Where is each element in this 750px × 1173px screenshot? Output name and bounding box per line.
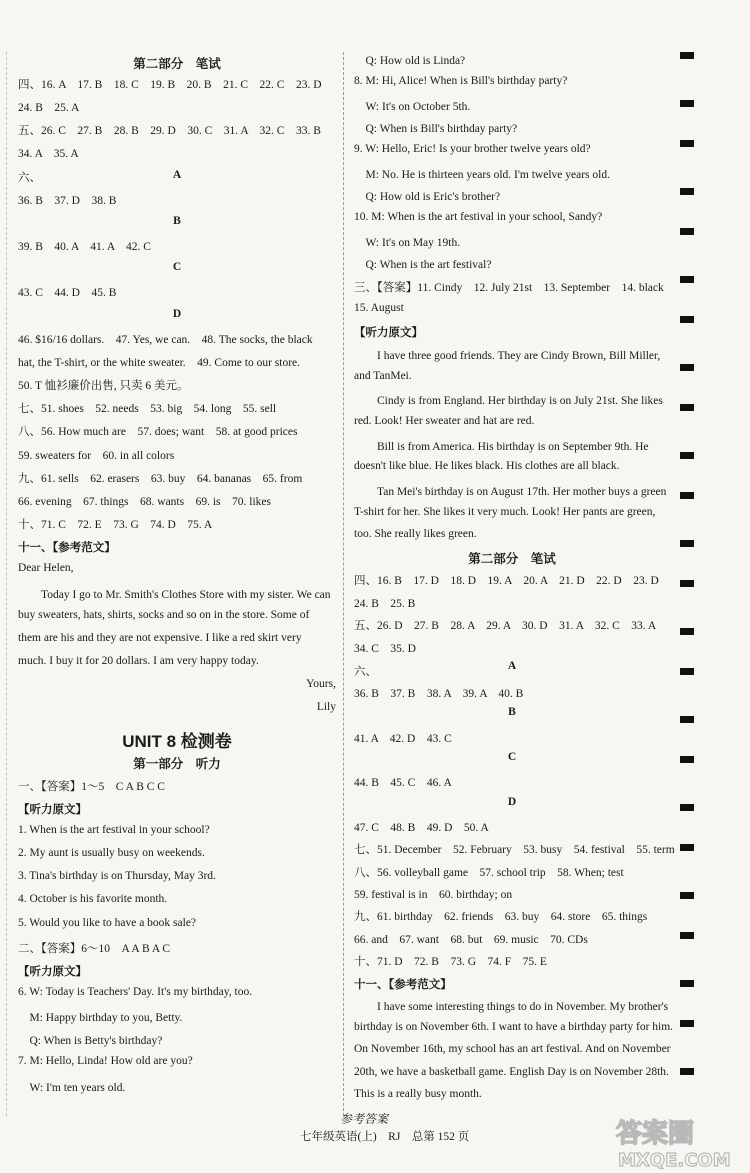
right-text-line: 59. festival is in 60. birthday; on	[354, 889, 513, 901]
registration-mark	[680, 756, 694, 763]
left-text-line: 4. October is his favorite month.	[18, 893, 168, 905]
right-text-line: T-shirt for her. She likes it very much. Look! Her pants are green,	[354, 506, 656, 518]
right-text-line: 【听力原文】	[354, 327, 423, 339]
left-text-line: much. I buy it for 20 dollars. I am very happy today.	[18, 655, 259, 667]
watermark-line1: 答案圈	[616, 1119, 695, 1149]
right-text-line: Tan Mei's birthday is on August 17th. Her mother buys a green	[354, 486, 667, 498]
right-text-line: 九、61. birthday 62. friends 63. buy 64. store 65. things	[354, 911, 648, 923]
registration-mark	[680, 492, 694, 499]
left-text-line: 第一部分 听力	[133, 757, 221, 771]
left-text-line: them are his and they are not expensive. I like a red skirt very	[18, 632, 302, 644]
left-text-line: 二、【答案】6～10 A A B A C	[18, 943, 171, 955]
left-text-line: 46. $16/16 dollars. 47. Yes, we can. 48. The socks, the black	[18, 334, 313, 346]
right-text-line: birthday is on November 6th. I want to have a birthday party for him.	[354, 1021, 674, 1033]
page-footer: 七年级英语(上) RJ 总第 152 页	[300, 1131, 470, 1143]
right-text-line: 36. B 37. B 38. A 39. A 40. B	[354, 688, 524, 700]
left-text-line: 【听力原文】	[18, 804, 87, 816]
registration-mark	[680, 668, 694, 675]
right-text-line: Cindy is from England. Her birthday is on July 21st. She likes	[354, 395, 663, 407]
left-text-line: Dear Helen,	[18, 562, 74, 574]
right-text-line: Q: When is the art festival?	[354, 259, 492, 271]
registration-mark	[680, 364, 694, 371]
left-text-line: 十一、【参考范文】	[18, 542, 116, 554]
right-text-line: 三、【答案】11. Cindy 12. July 21st 13. September 14. black	[354, 282, 664, 294]
registration-mark	[680, 276, 694, 283]
registration-mark	[680, 540, 694, 547]
left-text-line: 66. evening 67. things 68. wants 69. is 70. likes	[18, 496, 271, 508]
registration-mark	[680, 980, 694, 987]
watermark-logo	[612, 1112, 746, 1170]
right-text-line: 20th, we have a basketball game. English Day is on November 28th.	[354, 1066, 669, 1078]
left-text-line: 六、	[18, 172, 41, 184]
registration-mark	[680, 892, 694, 899]
left-text-line: 九、61. sells 62. erasers 63. buy 64. bananas 65. from	[18, 473, 303, 485]
right-text-line: too. She really likes green.	[354, 528, 477, 540]
right-text-line: B	[508, 706, 516, 718]
left-text-line: 43. C 44. D 45. B	[18, 287, 117, 299]
left-text-line: 一、【答案】1～5 C A B C C	[18, 781, 165, 793]
registration-mark	[680, 140, 694, 147]
left-text-line: 十、71. C 72. E 73. G 74. D 75. A	[18, 519, 213, 531]
left-text-line: 七、51. shoes 52. needs 53. big 54. long 55. sell	[18, 403, 277, 415]
registration-marks	[680, 52, 696, 1132]
registration-mark	[680, 716, 694, 723]
left-text-line: Lily	[316, 701, 336, 713]
right-text-line: 44. B 45. C 46. A	[354, 777, 452, 789]
left-text-line: 6. W: Today is Teachers' Day. It's my birthday, too.	[18, 986, 253, 998]
footer-title: 参考答案	[340, 1112, 389, 1126]
registration-mark	[680, 844, 694, 851]
registration-mark	[680, 452, 694, 459]
left-text-line: W: I'm ten years old.	[18, 1082, 126, 1094]
registration-mark	[680, 316, 694, 323]
right-text-line: doesn't like blue. He likes black. His clothes are all black.	[354, 460, 620, 472]
left-text-line: 2. My aunt is usually busy on weekends.	[18, 847, 205, 859]
registration-mark	[680, 404, 694, 411]
right-text-line: 四、16. B 17. D 18. D 19. A 20. A 21. D 22. D 23. D	[354, 575, 659, 587]
right-text-line: red. Look! Her sweater and hat are red.	[354, 415, 535, 427]
registration-mark	[680, 580, 694, 587]
registration-mark	[680, 932, 694, 939]
left-text-line: UNIT 8 检测卷	[122, 732, 232, 751]
right-text-line: 10. M: When is the art festival in your school, Sandy?	[354, 211, 603, 223]
registration-mark	[680, 228, 694, 235]
left-text-line: 7. M: Hello, Linda! How old are you?	[18, 1055, 193, 1067]
right-text-line: Q: When is Bill's birthday party?	[354, 123, 518, 135]
registration-mark	[680, 628, 694, 635]
left-text-line: A	[172, 169, 182, 181]
right-text-line: Bill is from America. His birthday is on September 9th. He	[354, 441, 649, 453]
right-text-line: 八、56. volleyball game 57. school trip 58. When; test	[354, 867, 624, 879]
left-text-line: Today I go to Mr. Smith's Clothes Store with my sister. We can	[18, 589, 331, 601]
left-text-line: M: Happy birthday to you, Betty.	[18, 1012, 183, 1024]
right-text-line: 五、26. D 27. B 28. A 29. A 30. D 31. A 32. C 33. A	[354, 620, 657, 632]
right-text-line: 七、51. December 52. February 53. busy 54. festival 55. term	[354, 844, 675, 856]
left-text-line: 34. A 35. A	[18, 148, 79, 160]
right-text-line: 十一、【参考范文】	[354, 979, 452, 991]
right-text-line: 十、71. D 72. B 73. G 74. F 75. E	[354, 956, 547, 968]
registration-mark	[680, 1068, 694, 1075]
registration-mark	[680, 52, 694, 59]
right-text-line: and TanMei.	[354, 370, 412, 382]
left-text-line: 五、26. C 27. B 28. B 29. D 30. C 31. A 32. C 33. B	[18, 125, 321, 137]
right-text-line: D	[507, 796, 517, 808]
left-text-line: 59. sweaters for 60. in all colors	[18, 450, 175, 462]
left-text-line: Q: When is Betty's birthday?	[18, 1035, 163, 1047]
left-text-line: 第二部分 笔试	[133, 57, 221, 71]
right-text-line: 第二部分 笔试	[468, 552, 556, 566]
right-text-line: 34. C 35. D	[354, 643, 416, 655]
left-text-line: 24. B 25. A	[18, 102, 80, 114]
left-text-line: 1. When is the art festival in your school?	[18, 824, 210, 836]
left-text-line: 3. Tina's birthday is on Thursday, May 3rd.	[18, 870, 216, 882]
registration-mark	[680, 100, 694, 107]
right-text-line: M: No. He is thirteen years old. I'm twelve years old.	[354, 169, 610, 181]
left-text-line: buy sweaters, hats, shirts, socks and so on in the store. Some of	[18, 609, 310, 621]
right-text-line: 47. C 48. B 49. D 50. A	[354, 822, 489, 834]
right-text-line: 9. W: Hello, Eric! Is your brother twelve years old?	[354, 143, 591, 155]
right-text-line: 六、	[354, 666, 377, 678]
registration-mark	[680, 188, 694, 195]
right-text-line: 24. B 25. B	[354, 598, 416, 610]
right-text-line: Q: How old is Eric's brother?	[354, 191, 501, 203]
left-margin-rule	[6, 52, 8, 1116]
left-text-line: 【听力原文】	[18, 966, 87, 978]
left-text-line: 四、16. A 17. B 18. C 19. B 20. B 21. C 22. C 23. D	[18, 79, 322, 91]
right-text-line: 15. August	[354, 302, 404, 314]
left-text-line: C	[172, 261, 182, 273]
right-text-line: I have three good friends. They are Cindy Brown, Bill Miller,	[354, 350, 661, 362]
left-text-line: 5. Would you like to have a book sale?	[18, 917, 197, 929]
registration-mark	[680, 804, 694, 811]
right-text-line: W: It's on May 19th.	[354, 237, 461, 249]
left-text-line: 50. T 恤衫廉价出售, 只卖 6 美元。	[18, 380, 189, 392]
right-text-line: 8. M: Hi, Alice! When is Bill's birthday party?	[354, 75, 568, 87]
left-text-line: 36. B 37. D 38. B	[18, 195, 117, 207]
left-text-line: Yours,	[306, 678, 336, 690]
right-text-line: This is a really busy month.	[354, 1088, 482, 1100]
right-text-line: A	[507, 660, 517, 672]
left-text-line: hat, the T-shirt, or the white sweater. 49. Come to our store.	[18, 357, 301, 369]
left-text-line: D	[172, 308, 182, 320]
left-text-line: 39. B 40. A 41. A 42. C	[18, 241, 151, 253]
left-text-line: B	[173, 215, 181, 227]
right-text-line: C	[507, 751, 517, 763]
right-text-line: 66. and 67. want 68. but 69. music 70. CDs	[354, 934, 588, 946]
column-divider	[343, 52, 345, 1116]
left-text-line: 八、56. How much are 57. does; want 58. at good prices	[18, 426, 298, 438]
registration-mark	[680, 1020, 694, 1027]
right-text-line: I have some interesting things to do in November. My brother's	[354, 1001, 669, 1013]
right-text-line: 41. A 42. D 43. C	[354, 733, 452, 745]
right-text-line: Q: How old is Linda?	[354, 55, 466, 67]
watermark-line2: MXQE.COM	[618, 1150, 731, 1170]
right-text-line: W: It's on October 5th.	[354, 101, 471, 113]
right-text-line: On November 16th, my school has an art festival. And on November	[354, 1043, 671, 1055]
